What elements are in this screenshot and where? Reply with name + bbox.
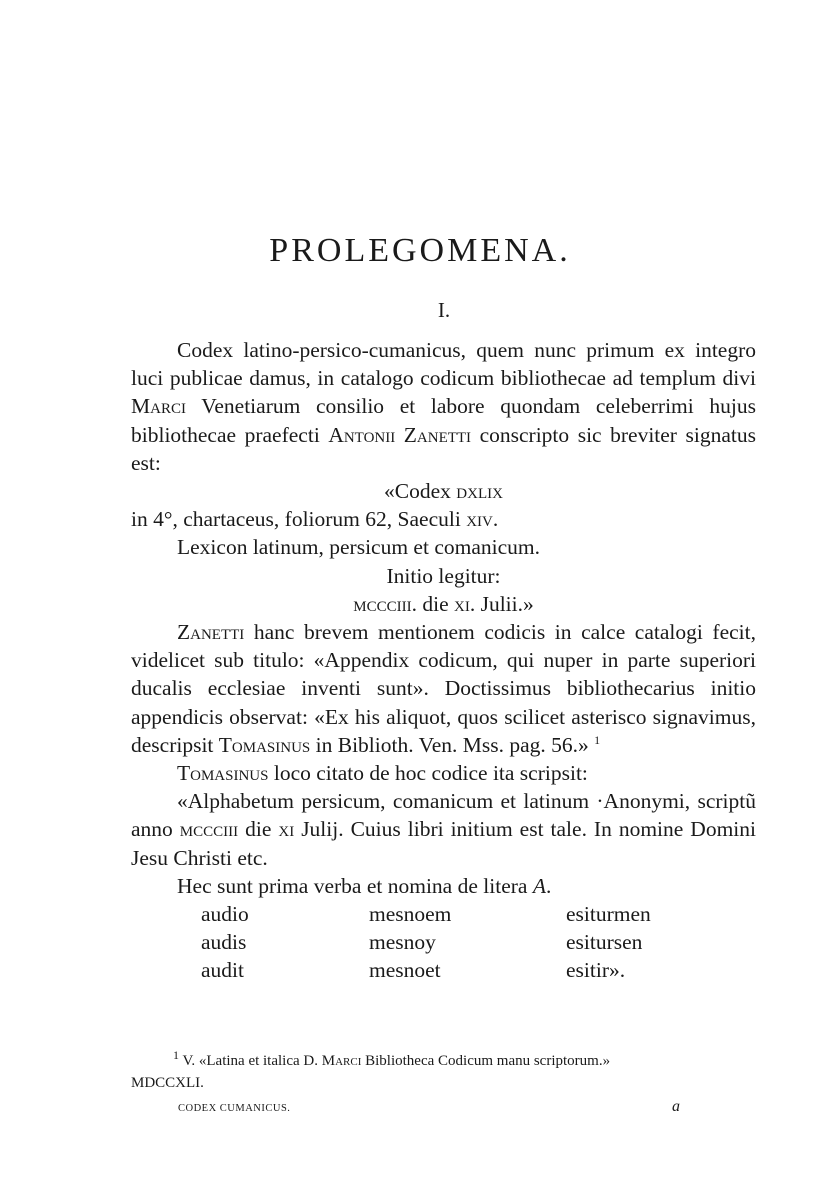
section-number: I.: [437, 298, 451, 322]
catalog-line-1: [131, 477, 756, 505]
paragraph-2: [131, 618, 756, 759]
p4-year: mccciii: [179, 817, 239, 842]
footnote-text-a: V. «Latina et italica D.: [179, 1053, 322, 1069]
catalog-century: xiv: [466, 507, 493, 532]
word-cell: esiturmen: [566, 902, 651, 927]
p2-text-b: in Biblioth. Ven. Mss. pag. 56.»: [310, 732, 589, 757]
word-cell: mesnoet: [369, 958, 441, 983]
p1-text-b: Venetiarum consilio et labore quondam celeberrimi hujus bibliothecae praefecti: [131, 394, 756, 447]
p5-text: Hec sunt prima verba et nomina de litera: [177, 873, 533, 898]
p2-tomasinus: Tomasinus: [218, 732, 311, 757]
word-cell: esitursen: [566, 930, 643, 955]
footnote-marci: Marci: [321, 1053, 362, 1069]
p5-end: .: [545, 873, 552, 898]
word-cell: mesnoy: [369, 930, 436, 955]
catalog-die: . die: [411, 591, 454, 616]
p2-text-a: hanc brevem mentionem codicis in calce catalogi fecit, videlicet sub titulo: «Appendix codicum, qui nuper in parte superiori ducalis ecclesiae inventi sunt». Doctissimus bibliothecarius initio appendicis observat: «Ex his aliquot, quos scilicet asterisco signavimus, descripsit: [131, 620, 756, 757]
catalog-codex: «Codex: [384, 479, 457, 504]
p4-text-c: Julij. Cuius libri initium est tale. In nomine Domini Jesu Christi etc.: [131, 817, 756, 870]
paragraph-4: [131, 787, 756, 872]
p4-text-a: «Alphabetum persicum, comanicum et latinum ·Anonymi, scriptũ anno: [131, 789, 756, 842]
p4-die: die: [238, 817, 279, 842]
catalog-desc-end: .: [492, 507, 499, 532]
paragraph-3: [131, 759, 756, 787]
footnote-reference: 1: [594, 732, 601, 747]
footnote-mark: 1: [173, 1048, 179, 1062]
paragraph-1: [131, 336, 756, 477]
p1-text-a: Codex latino-persico-cumanicus, quem nunc primum ex integro luci publicae damus, in catalogo codicum bibliothecae ad templum divi: [131, 338, 756, 391]
catalog-line-4: Initio legitur:: [386, 563, 501, 588]
p2-zanetti: Zanetti: [177, 620, 245, 645]
catalog-number: dxlix: [456, 479, 503, 504]
catalog-julii: . Julii.»: [469, 591, 534, 616]
footnote-line-1: [131, 1050, 756, 1072]
p5-letter: A: [532, 873, 546, 898]
catalog-line-2: [131, 505, 756, 533]
p1-marci: Marci: [131, 394, 186, 419]
p1-antonii-zanetti: Antonii Zanetti: [328, 422, 472, 447]
catalog-line-3: Lexicon latinum, persicum et comanicum.: [177, 535, 541, 560]
catalog-day: xi: [454, 591, 470, 616]
folio-mark: a: [672, 1098, 680, 1115]
word-cell: audio: [201, 902, 249, 927]
body-text: [131, 336, 756, 985]
p4-day: xi: [278, 817, 295, 842]
footnote-line-2: MDCCXLI.: [131, 1075, 204, 1091]
word-cell: esitir».: [566, 958, 626, 983]
word-table: [131, 900, 756, 985]
catalog-line-5: [131, 590, 756, 618]
p3-text: loco citato de hoc codice ita scripsit:: [268, 761, 588, 786]
word-cell: audis: [201, 930, 247, 955]
word-cell: mesnoem: [369, 902, 452, 927]
paragraph-5: [131, 872, 756, 900]
catalog-desc: in 4°, chartaceus, foliorum 62, Saeculi: [131, 507, 467, 532]
signature-mark: CODEX CUMANICUS.: [178, 1103, 291, 1114]
p1-text-c: conscripto sic breviter signatus est:: [131, 422, 756, 475]
catalog-year: mccciii: [353, 591, 412, 616]
p3-tomasinus: Tomasinus: [177, 761, 269, 786]
word-cell: audit: [201, 958, 244, 983]
footnote-text-b: Bibliotheca Codicum manu scriptorum.»: [361, 1053, 611, 1069]
page-title: PROLEGOMENA.: [269, 232, 571, 269]
footnote: [131, 1050, 756, 1094]
